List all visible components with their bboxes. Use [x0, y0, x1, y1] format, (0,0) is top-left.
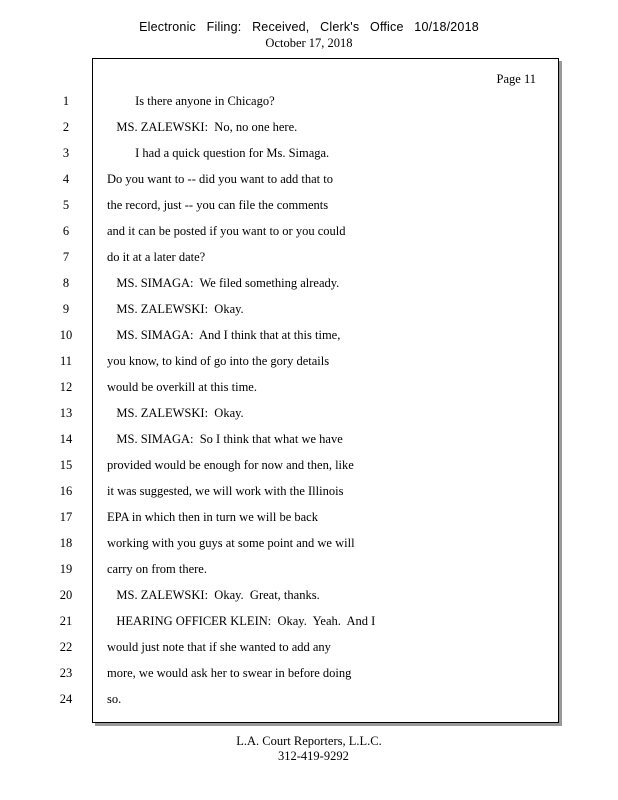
line-number: 15	[59, 458, 73, 472]
line-number: 16	[59, 484, 73, 498]
transcript-line	[0, 119, 618, 135]
line-text: would just note that if she wanted to add any	[107, 640, 331, 654]
line-text: carry on from there.	[107, 562, 207, 576]
transcript-line	[0, 457, 618, 473]
transcript-line	[0, 483, 618, 499]
line-number: 4	[62, 172, 70, 186]
line-text: MS. SIMAGA: And I think that at this time,	[107, 328, 341, 342]
line-text: MS. ZALEWSKI: Okay.	[107, 302, 244, 316]
transcript-line	[0, 509, 618, 525]
line-number: 9	[62, 302, 70, 316]
line-number: 10	[59, 328, 73, 342]
line-text: EPA in which then in turn we will be back	[107, 510, 318, 524]
transcript-line	[0, 223, 618, 239]
transcript-line	[0, 431, 618, 447]
line-text: Is there anyone in Chicago?	[107, 94, 275, 108]
transcript-line	[0, 301, 618, 317]
line-number: 12	[59, 380, 73, 394]
line-number: 2	[62, 120, 70, 134]
transcript-line	[0, 665, 618, 681]
line-text: you know, to kind of go into the gory details	[107, 354, 330, 368]
transcript-line	[0, 275, 618, 291]
page-number: Page 11	[496, 72, 536, 86]
transcript-line	[0, 639, 618, 655]
transcript-line	[0, 93, 618, 109]
line-text: MS. ZALEWSKI: No, no one here.	[107, 120, 298, 134]
line-number: 7	[62, 250, 70, 264]
line-number: 18	[59, 536, 73, 550]
line-text: it was suggested, we will work with the Illinois	[107, 484, 344, 498]
transcript-line	[0, 691, 618, 707]
transcript-line	[0, 171, 618, 187]
line-text: MS. SIMAGA: We filed something already.	[107, 276, 340, 290]
line-number: 14	[59, 432, 73, 446]
line-number: 23	[59, 666, 73, 680]
transcript-line	[0, 353, 618, 369]
line-text: do it at a later date?	[107, 250, 206, 264]
transcript-line	[0, 197, 618, 213]
line-text: Do you want to -- did you want to add that to	[107, 172, 334, 186]
transcript-line	[0, 561, 618, 577]
transcript-line	[0, 249, 618, 265]
line-text: and it can be posted if you want to or you could	[107, 224, 346, 238]
line-number: 20	[59, 588, 73, 602]
line-number: 6	[62, 224, 70, 238]
transcript-line	[0, 379, 618, 395]
line-number: 21	[59, 614, 73, 628]
line-number: 5	[62, 198, 70, 212]
line-text: MS. ZALEWSKI: Okay. Great, thanks.	[107, 588, 320, 602]
line-number: 3	[62, 146, 70, 160]
transcript-line	[0, 327, 618, 343]
line-number: 19	[59, 562, 73, 576]
transcript-line	[0, 145, 618, 161]
line-number: 13	[59, 406, 73, 420]
line-text: HEARING OFFICER KLEIN: Okay. Yeah. And I	[107, 614, 376, 628]
line-number: 11	[59, 354, 73, 368]
line-number: 1	[62, 94, 70, 108]
line-text: the record, just -- you can file the comments	[107, 198, 329, 212]
transcript-line	[0, 587, 618, 603]
reporter-phone: 312-419-9292	[278, 749, 349, 763]
transcript-line	[0, 613, 618, 629]
line-text: working with you guys at some point and we will	[107, 536, 355, 550]
line-text: so.	[107, 692, 122, 706]
line-text: provided would be enough for now and then, like	[107, 458, 354, 472]
line-text: would be overkill at this time.	[107, 380, 257, 394]
line-text: more, we would ask her to swear in before doing	[107, 666, 352, 680]
filing-date: October 17, 2018	[265, 36, 353, 50]
filing-stamp: Electronic Filing: Received, Clerk's Office 10/18/2018	[139, 20, 479, 34]
reporter-company: L.A. Court Reporters, L.L.C.	[236, 734, 382, 748]
transcript-line	[0, 535, 618, 551]
line-text: MS. ZALEWSKI: Okay.	[107, 406, 244, 420]
transcript-line	[0, 405, 618, 421]
line-text: MS. SIMAGA: So I think that what we have	[107, 432, 343, 446]
line-number: 24	[59, 692, 73, 706]
line-number: 8	[62, 276, 70, 290]
line-number: 22	[59, 640, 73, 654]
line-text: I had a quick question for Ms. Simaga.	[107, 146, 330, 160]
line-number: 17	[59, 510, 73, 524]
